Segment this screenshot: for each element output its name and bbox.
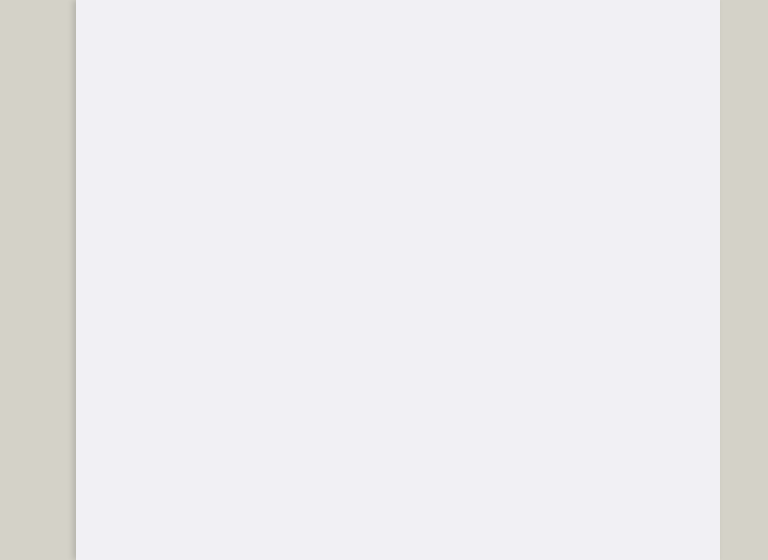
document-page <box>76 0 720 560</box>
company-logo <box>516 532 666 560</box>
